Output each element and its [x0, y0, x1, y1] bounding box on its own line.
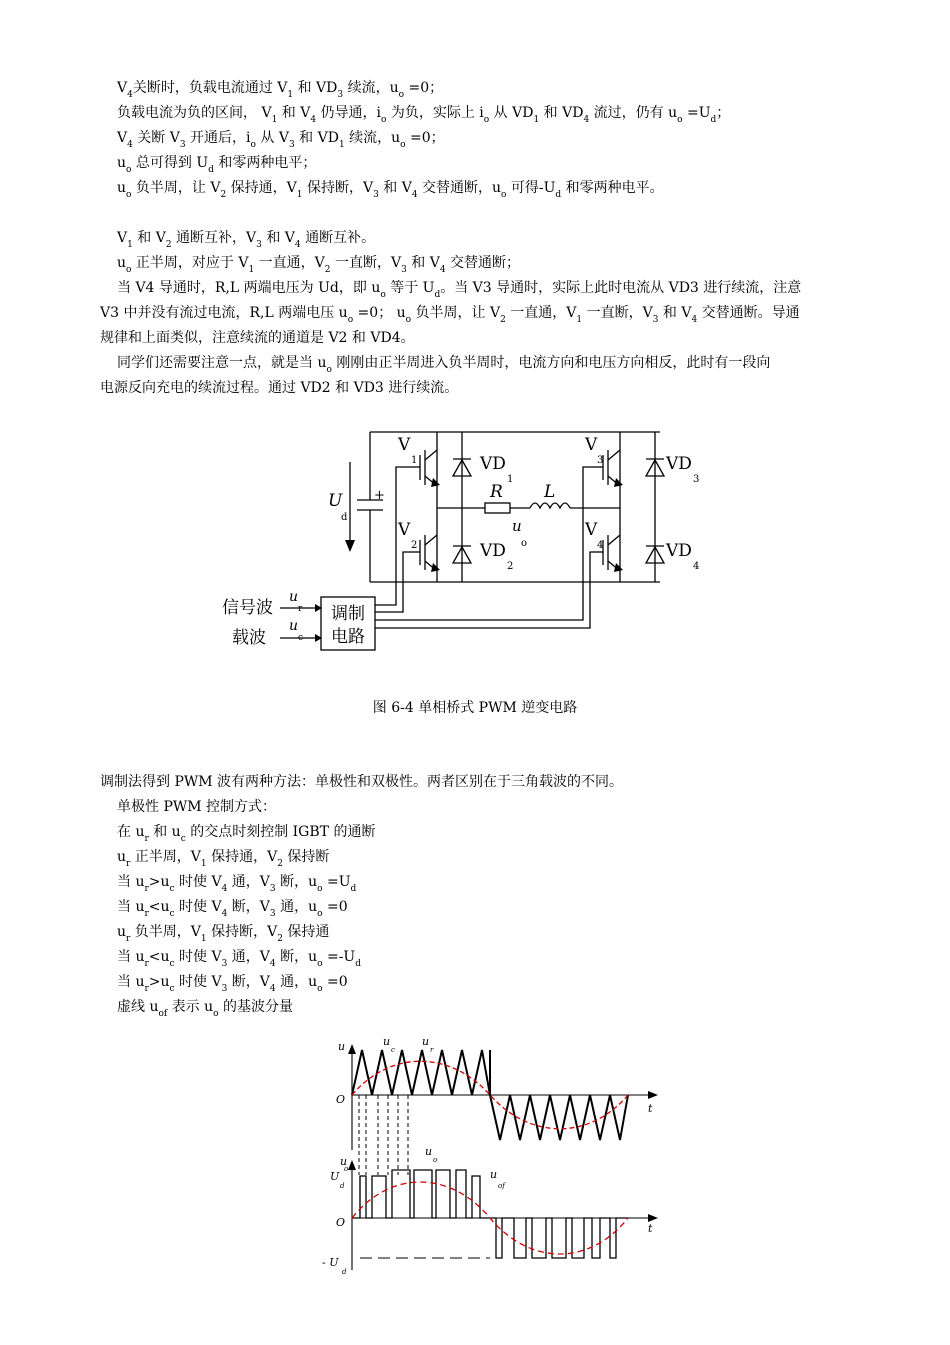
text-line: 规律和上面类似，注意续流的通道是 V2 和 VD4。 [100, 330, 415, 346]
svg-text:r: r [298, 604, 303, 614]
text-line: $V_4$关断时，负载电流通过 $V_1$ 和 $VD_3$ 续流，$u_o =0$； [117, 80, 444, 100]
svg-text:u: u [338, 1040, 346, 1053]
label-v4: V [585, 520, 598, 540]
svg-text:c: c [298, 633, 304, 643]
svg-text:u: u [422, 1035, 430, 1048]
svg-text:o: o [433, 1156, 438, 1164]
text-line: 当 $u_r<u_c$ 时使 $V_4$ 断，$V_3$ 通，$u_o =0$ [117, 899, 348, 919]
text-line: $u_r$ 正半周，$V_1$ 保持通，$V_2$ 保持断 [117, 849, 330, 869]
svg-text:O: O [336, 1216, 346, 1229]
svg-text:u: u [289, 618, 299, 634]
svg-text:d: d [340, 1182, 345, 1190]
label-vd4: VD [666, 541, 692, 561]
text-line: 调制法得到 PWM 波有两种方法：单极性和双极性。两者区别在于三角载波的不同。 [100, 774, 624, 790]
text-line: $V_1$ 和 $V_2$ 通断互补，$V_3$ 和 $V_4$ 通断互补。 [117, 230, 376, 250]
label-v3: V [585, 435, 598, 455]
text-line: $V_4$ 关断 $V_3$ 开通后，$i_o$ 从 $V_3$ 和 $VD_1$ 续流，$u_o =0$； [117, 130, 445, 150]
svg-text:1: 1 [411, 455, 418, 466]
svg-text:2: 2 [411, 540, 418, 551]
label-vd3: VD [666, 454, 692, 474]
text-line: 在 $u_r$ 和 $u_c$ 的交点时刻控制 IGBT 的通断 [117, 824, 376, 844]
svg-text:u: u [340, 1155, 348, 1168]
label-vd1: VD [480, 454, 506, 474]
text-line: 虚线 $u_{of}$ 表示 $u_o$ 的基波分量 [117, 999, 294, 1019]
text-line: 当 V4 导通时，R,L 两端电压为 Ud，即 $u_o$ 等于 $U_d$。当 V3 导通时，实际上此时电流从 VD3 进行续流，注意 [117, 280, 802, 300]
text-line: $u_o$ 正半周，对应于 $V_1$ 一直通，$V_2$ 一直断，$V_3$ 和 $V_4$ 交替通断； [117, 255, 520, 275]
text-line: V3 中并没有流过电流，R,L 两端电压 $u_o =0$； $u_o$ 负半周，让 $V_2$ 一直通，$V_1$ 一直断，$V_3$ 和 $V_4$ 交替通断。导通 [100, 305, 800, 325]
svg-text:3: 3 [597, 455, 604, 466]
label-v2: V [398, 520, 411, 540]
mod-box-label: 调制 [331, 604, 365, 624]
label-l: L [544, 482, 556, 502]
svg-text:电路: 电路 [331, 627, 365, 647]
text-line: 当 $u_r>u_c$ 时使 $V_3$ 断，$V_4$ 通，$u_o =0$ [117, 974, 348, 994]
svg-text:u: u [383, 1035, 391, 1048]
svg-text:o: o [521, 538, 528, 549]
text-line: 电源反向充电的续流过程。通过 VD2 和 VD3 进行续流。 [100, 380, 459, 396]
text-line: $u_o$ 负半周，让 $V_2$ 保持通，$V_1$ 保持断，$V_3$ 和 $V_4$ 交替通断，$u_o$ 可得$-U_d$ 和零两种电平。 [117, 180, 664, 200]
svg-text:2: 2 [507, 561, 514, 572]
svg-text:O: O [336, 1093, 346, 1106]
text-line: $u_o$ 总可得到 $U_d$ 和零两种电平； [117, 155, 317, 175]
svg-text:d: d [342, 1268, 347, 1276]
text-line: 负载电流为负的区间， $V_1$ 和 $V_4$ 仍导通，$i_o$ 为负，实际上 $i_o$ 从 $VD_1$ 和 $VD_4$ 流过，仍有 $u_o =U_d$； [117, 105, 731, 125]
svg-text:u: u [425, 1145, 433, 1158]
label-uo: u [512, 517, 522, 535]
label-v1: V [398, 435, 411, 455]
label-carrier: 载波 [232, 628, 266, 648]
label-signal: 信号波 [222, 598, 273, 618]
text-line: 同学们还需要注意一点，就是当 $u_o$ 刚刚由正半周进入负半周时，电流方向和电压方向相反，此时有一段向 [117, 355, 771, 375]
text-line: 单极性 PWM 控制方式： [117, 799, 277, 815]
svg-text:U: U [330, 1170, 340, 1183]
svg-text:c: c [391, 1046, 395, 1054]
text-line: 当 $u_r<u_c$ 时使 $V_3$ 通，$V_4$ 断，$u_o =-U_d$ [117, 949, 361, 969]
label-ud: U [328, 491, 343, 511]
svg-text:o: o [344, 1165, 349, 1173]
svg-text:+: + [374, 488, 385, 503]
text-line: $u_r$ 负半周，$V_1$ 保持断，$V_2$ 保持通 [117, 924, 330, 944]
svg-text:1: 1 [507, 474, 514, 485]
svg-text:r: r [430, 1046, 434, 1054]
svg-text:t: t [648, 1102, 653, 1115]
svg-text:d: d [341, 512, 348, 523]
svg-text:4: 4 [597, 540, 604, 551]
text-line: 当 $u_r>u_c$ 时使 $V_4$ 通，$V_3$ 断，$u_o =U_d$ [117, 874, 357, 894]
figure-caption: 图 6-4 单相桥式 PWM 逆变电路 [372, 700, 578, 716]
svg-text:- U: - U [322, 1256, 339, 1269]
svg-text:u: u [490, 1168, 498, 1181]
svg-text:of: of [498, 1182, 505, 1190]
svg-text:4: 4 [693, 561, 700, 572]
label-vd2: VD [480, 541, 506, 561]
svg-text:u: u [289, 589, 299, 605]
label-r: R [490, 482, 503, 502]
svg-text:3: 3 [693, 474, 700, 485]
svg-text:t: t [648, 1222, 653, 1235]
